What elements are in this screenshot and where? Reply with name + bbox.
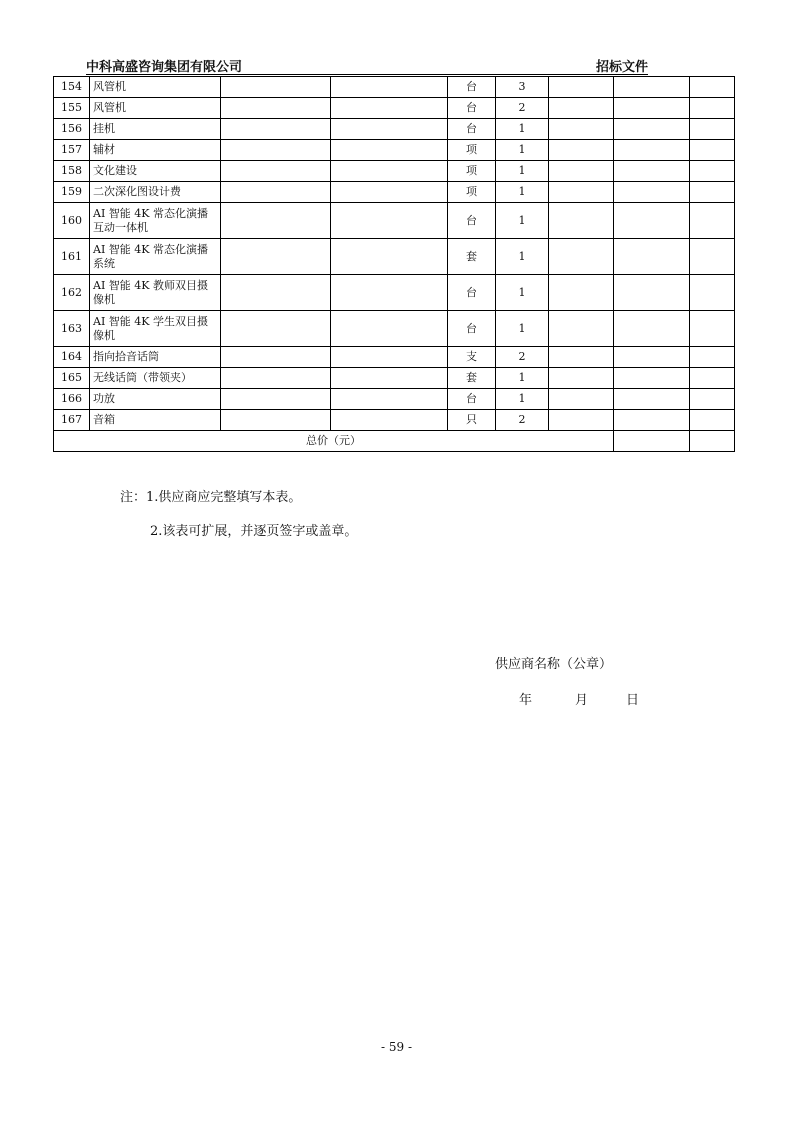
brand-cell <box>331 368 448 389</box>
month-label: 月 <box>575 693 589 708</box>
quantity-cell: 1 <box>496 311 549 347</box>
brand-cell <box>331 239 448 275</box>
item-name-cell: AI 智能 4K 常态化演播互动一体机 <box>90 203 221 239</box>
item-name-cell: 无线话筒（带领夹） <box>90 368 221 389</box>
brand-cell <box>331 347 448 368</box>
page-number: - 59 - <box>380 1040 412 1054</box>
unit-price-cell <box>549 275 614 311</box>
item-number-cell: 155 <box>54 98 90 119</box>
subtotal-cell <box>614 203 690 239</box>
item-name-cell: 辅材 <box>90 140 221 161</box>
subtotal-cell <box>614 410 690 431</box>
quantity-cell: 2 <box>496 98 549 119</box>
subtotal-cell <box>614 161 690 182</box>
unit-price-cell <box>549 347 614 368</box>
unit-price-cell <box>549 161 614 182</box>
remark-cell <box>690 161 735 182</box>
unit-price-cell <box>549 410 614 431</box>
table-row <box>54 98 735 119</box>
brand-cell <box>331 389 448 410</box>
remark-cell <box>690 275 735 311</box>
remark-cell <box>690 203 735 239</box>
subtotal-cell <box>614 311 690 347</box>
item-number-cell: 154 <box>54 77 90 98</box>
brand-cell <box>331 182 448 203</box>
table-row <box>54 347 735 368</box>
item-name-cell: 音箱 <box>90 410 221 431</box>
item-number-cell: 160 <box>54 203 90 239</box>
subtotal-cell <box>614 275 690 311</box>
unit-cell: 台 <box>448 275 496 311</box>
table-row <box>54 311 735 347</box>
supplier-name-label: 供应商名称（公章） <box>495 657 613 672</box>
total-price-label: 总价（元） <box>54 431 614 452</box>
spec-cell <box>221 182 331 203</box>
unit-cell: 支 <box>448 347 496 368</box>
table-row <box>54 275 735 311</box>
item-number-cell: 157 <box>54 140 90 161</box>
remark-cell <box>690 389 735 410</box>
remark-cell <box>690 311 735 347</box>
item-name-cell: 二次深化图设计费 <box>90 182 221 203</box>
quantity-cell: 1 <box>496 140 549 161</box>
brand-cell <box>331 161 448 182</box>
brand-cell <box>331 275 448 311</box>
table-row <box>54 203 735 239</box>
remark-cell <box>690 140 735 161</box>
item-number-cell: 164 <box>54 347 90 368</box>
table-row <box>54 77 735 98</box>
subtotal-cell <box>614 119 690 140</box>
table-row <box>54 161 735 182</box>
year-label: 年 <box>519 693 533 708</box>
unit-cell: 台 <box>448 119 496 140</box>
quantity-cell: 1 <box>496 119 549 140</box>
brand-cell <box>331 98 448 119</box>
quantity-cell: 1 <box>496 239 549 275</box>
item-name-cell: 文化建设 <box>90 161 221 182</box>
item-number-cell: 158 <box>54 161 90 182</box>
remark-cell <box>690 347 735 368</box>
spec-cell <box>221 410 331 431</box>
table-row <box>54 368 735 389</box>
item-number-cell: 159 <box>54 182 90 203</box>
unit-cell: 套 <box>448 368 496 389</box>
item-name-cell: 风管机 <box>90 77 221 98</box>
subtotal-cell <box>614 98 690 119</box>
remark-cell <box>690 77 735 98</box>
spec-cell <box>221 311 331 347</box>
spec-cell <box>221 140 331 161</box>
unit-price-cell <box>549 311 614 347</box>
brand-cell <box>331 140 448 161</box>
unit-price-cell <box>549 368 614 389</box>
quantity-cell: 1 <box>496 203 549 239</box>
brand-cell <box>331 77 448 98</box>
item-number-cell: 165 <box>54 368 90 389</box>
unit-price-cell <box>549 203 614 239</box>
spec-cell <box>221 347 331 368</box>
quantity-cell: 2 <box>496 410 549 431</box>
subtotal-cell <box>614 347 690 368</box>
unit-price-cell <box>549 77 614 98</box>
spec-cell <box>221 203 331 239</box>
total-remark-cell <box>690 431 735 452</box>
item-name-cell: AI 智能 4K 教师双目摄像机 <box>90 275 221 311</box>
subtotal-cell <box>614 368 690 389</box>
spec-cell <box>221 389 331 410</box>
spec-cell <box>221 77 331 98</box>
item-name-cell: 功放 <box>90 389 221 410</box>
unit-price-cell <box>549 140 614 161</box>
brand-cell <box>331 410 448 431</box>
unit-cell: 台 <box>448 98 496 119</box>
remark-cell <box>690 98 735 119</box>
unit-cell: 台 <box>448 311 496 347</box>
table-row <box>54 389 735 410</box>
table-row <box>54 119 735 140</box>
note-2: 2.该表可扩展，并逐页签字或盖章。 <box>150 524 358 539</box>
page-header <box>86 56 648 75</box>
table-row <box>54 410 735 431</box>
quantity-cell: 1 <box>496 389 549 410</box>
subtotal-cell <box>614 389 690 410</box>
unit-price-cell <box>549 389 614 410</box>
unit-cell: 项 <box>448 182 496 203</box>
remark-cell <box>690 368 735 389</box>
total-price-cell <box>614 431 690 452</box>
item-number-cell: 162 <box>54 275 90 311</box>
quantity-cell: 1 <box>496 161 549 182</box>
unit-cell: 台 <box>448 203 496 239</box>
item-name-cell: 指向拾音话筒 <box>90 347 221 368</box>
unit-cell: 台 <box>448 389 496 410</box>
unit-price-cell <box>549 239 614 275</box>
quantity-cell: 2 <box>496 347 549 368</box>
subtotal-cell <box>614 239 690 275</box>
unit-price-cell <box>549 119 614 140</box>
note-1: 注：1.供应商应完整填写本表。 <box>120 490 302 505</box>
item-number-cell: 163 <box>54 311 90 347</box>
item-name-cell: AI 智能 4K 常态化演播系统 <box>90 239 221 275</box>
item-name-cell: 挂机 <box>90 119 221 140</box>
company-name: 中科高盛咨询集团有限公司 <box>86 60 243 75</box>
date-line <box>519 689 639 708</box>
remark-cell <box>690 239 735 275</box>
unit-cell: 项 <box>448 140 496 161</box>
item-name-cell: AI 智能 4K 学生双目摄像机 <box>90 311 221 347</box>
table-row <box>54 182 735 203</box>
unit-cell: 项 <box>448 161 496 182</box>
table-row <box>54 140 735 161</box>
document-type: 招标文件 <box>595 60 648 75</box>
quantity-cell: 1 <box>496 275 549 311</box>
brand-cell <box>331 311 448 347</box>
item-number-cell: 161 <box>54 239 90 275</box>
spec-cell <box>221 98 331 119</box>
subtotal-cell <box>614 77 690 98</box>
spec-cell <box>221 239 331 275</box>
remark-cell <box>690 182 735 203</box>
spec-cell <box>221 368 331 389</box>
quotation-table <box>53 76 735 452</box>
brand-cell <box>331 203 448 239</box>
quantity-cell: 1 <box>496 182 549 203</box>
remark-cell <box>690 410 735 431</box>
spec-cell <box>221 119 331 140</box>
spec-cell <box>221 161 331 182</box>
unit-cell: 台 <box>448 77 496 98</box>
spec-cell <box>221 275 331 311</box>
remark-cell <box>690 119 735 140</box>
unit-price-cell <box>549 182 614 203</box>
unit-cell: 只 <box>448 410 496 431</box>
item-number-cell: 166 <box>54 389 90 410</box>
unit-price-cell <box>549 98 614 119</box>
item-number-cell: 156 <box>54 119 90 140</box>
item-name-cell: 风管机 <box>90 98 221 119</box>
item-number-cell: 167 <box>54 410 90 431</box>
day-label: 日 <box>626 693 640 708</box>
unit-cell: 套 <box>448 239 496 275</box>
table-row <box>54 239 735 275</box>
quantity-cell: 3 <box>496 77 549 98</box>
brand-cell <box>331 119 448 140</box>
signoff-block <box>495 653 640 708</box>
quantity-cell: 1 <box>496 368 549 389</box>
subtotal-cell <box>614 182 690 203</box>
subtotal-cell <box>614 140 690 161</box>
